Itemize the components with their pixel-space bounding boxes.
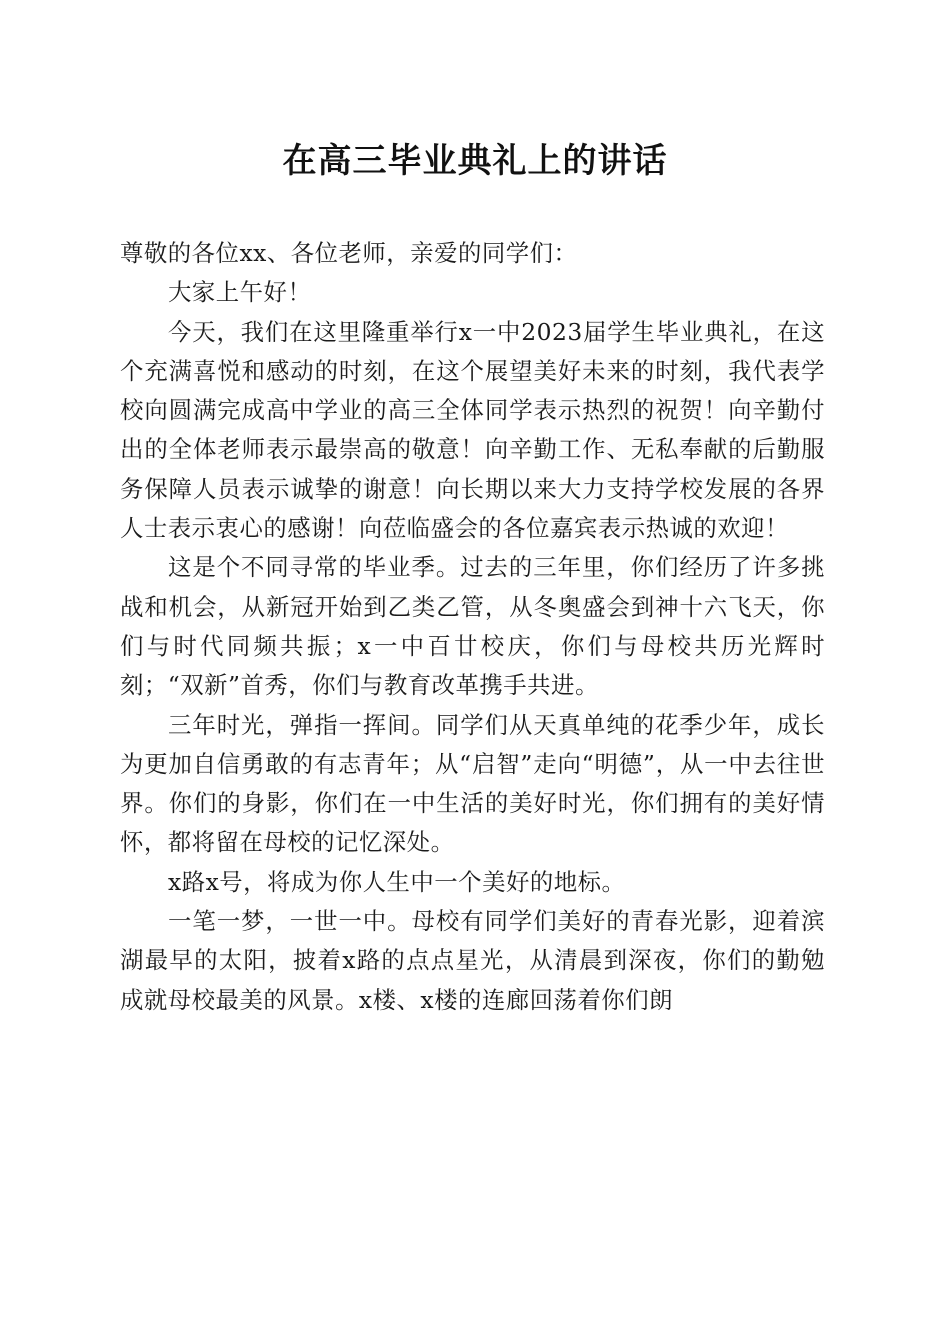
paragraph-three-years: 三年时光，弹指一挥间。同学们从天真单纯的花季少年，成长为更加自信勇敢的有志青年；从“启智”走向“明德”，从一中去往世界。你们的身影，你们在一中生活的美好时光，你们拥有的美好情怀，都将留在母校的记忆深处。 xyxy=(120,710,825,857)
paragraph-landmark: x路x号，将成为你人生中一个美好的地标。 xyxy=(168,867,626,896)
document-body xyxy=(120,234,825,1020)
paragraph-greeting: 大家上午好！ xyxy=(168,278,312,307)
paragraph-memories: 一笔一梦，一世一中。母校有同学们美好的青春光影，迎着滨湖最早的太阳，披着x路的点点星光，从清晨到深夜，你们的勤勉成就母校最美的风景。x楼、x楼的连廊回荡着你们朗 xyxy=(120,907,825,1014)
salutation: 尊敬的各位xx、各位老师，亲爱的同学们： xyxy=(120,239,578,267)
paragraph-opening: 今天，我们在这里隆重举行x一中2023届学生毕业典礼，在这个充满喜悦和感动的时刻，在这个展望美好未来的时刻，我代表学校向圆满完成高中学业的高三全体同学表示热烈的祝贺！向辛勤付出的全体老师表示最崇高的敬意！向辛勤工作、无私奉献的后勤服务保障人员表示诚挚的谢意！向长期以来大力支持学校发展的各界人士表示衷心的感谢！向莅临盛会的各位嘉宾表示热诚的欢迎！ xyxy=(120,317,825,543)
paragraph-graduation-season: 这是个不同寻常的毕业季。过去的三年里，你们经历了许多挑战和机会，从新冠开始到乙类乙管，从冬奥盛会到神十六飞天，你们与时代同频共振；x一中百廿校庆，你们与母校共历光辉时刻；“双新”首秀，你们与教育改革携手共进。 xyxy=(120,553,825,700)
document-title: 在高三毕业典礼上的讲话 xyxy=(282,141,668,181)
